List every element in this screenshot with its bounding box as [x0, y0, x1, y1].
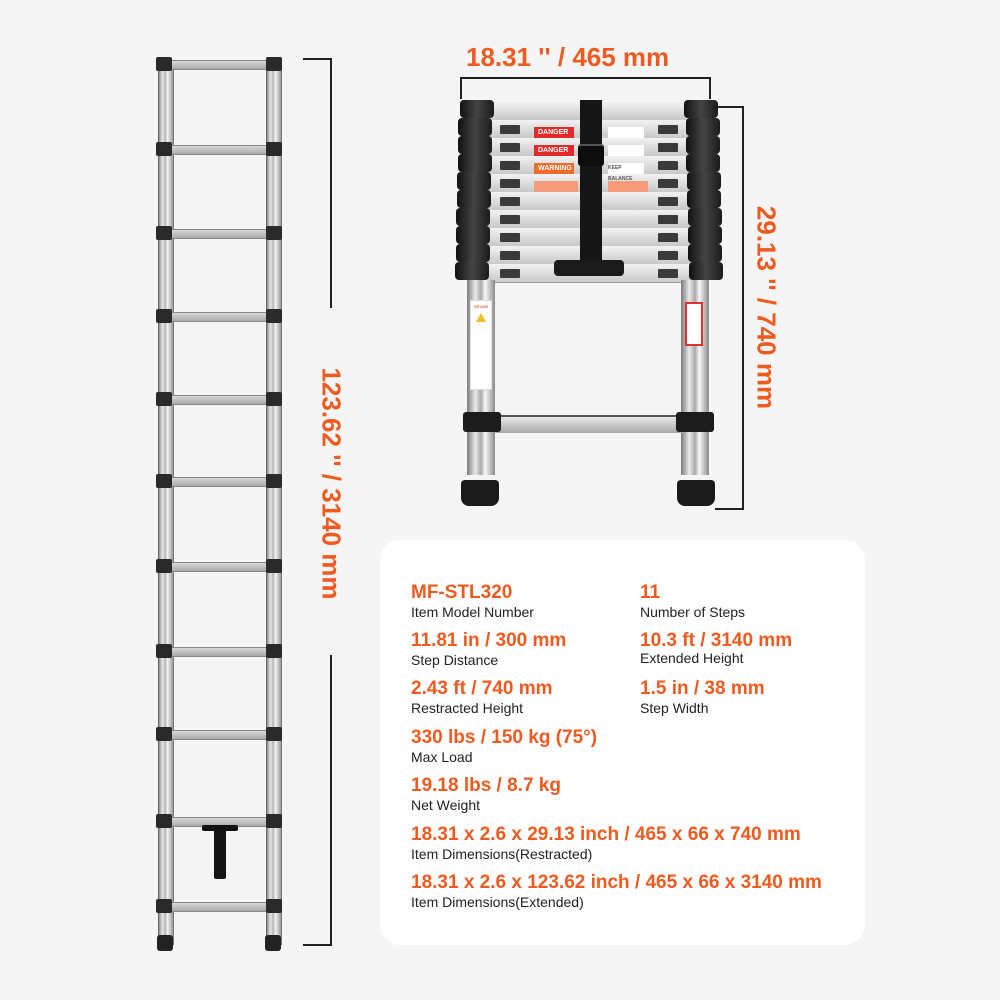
- right-rail: [266, 60, 282, 945]
- spec-max-load: 330 lbs / 150 kg (75°) Max Load: [411, 727, 598, 765]
- strap-icon: [580, 100, 602, 266]
- right-foot: [265, 935, 281, 951]
- compact-width-label: 18.31 '' / 465 mm: [466, 42, 670, 72]
- rung-clamp: [463, 412, 501, 432]
- right-foot: [677, 480, 715, 506]
- rung-clamp: [676, 412, 714, 432]
- spec-number-of-steps: 11 Number of Steps: [640, 582, 746, 620]
- warning-sticker: [534, 181, 578, 192]
- extended-ladder-image: [150, 55, 290, 955]
- info-sticker: [608, 145, 644, 156]
- danger-label: DANGER: [534, 127, 574, 138]
- warning-label: WARNING: [534, 163, 574, 174]
- compact-height-label: 29.13 '' / 740 mm: [751, 205, 782, 410]
- compact-ladder-image: [458, 100, 720, 512]
- tube-sticker-left: [470, 300, 492, 390]
- danger-label: DANGER: [534, 145, 574, 156]
- left-foot: [157, 935, 173, 951]
- left-rail: [158, 60, 174, 945]
- info-sticker: [608, 127, 644, 138]
- caution-icon: [476, 313, 486, 322]
- spec-extended-height: 10.3 ft / 3140 mm Extended Height: [640, 630, 793, 666]
- spec-step-distance: 11.81 in / 300 mm Step Distance: [411, 630, 567, 668]
- spec-card: [380, 540, 865, 945]
- brand-label: VEVOR: [473, 304, 488, 309]
- spec-dimensions-extended: 18.31 x 2.6 x 123.62 inch / 465 x 66 x 3140 mm Item Dimensions(Extended): [411, 872, 822, 910]
- buckle-icon: [578, 144, 604, 166]
- spec-step-width: 1.5 in / 38 mm Step Width: [640, 678, 765, 716]
- bottom-rung: [494, 415, 684, 433]
- spec-model-number: MF-STL320 Item Model Number: [411, 582, 534, 620]
- spec-dimensions-retracted: 18.31 x 2.6 x 29.13 inch / 465 x 66 x 740 mm Item Dimensions(Restracted): [411, 824, 801, 862]
- balance-sticker: KEEP BALANCE: [608, 163, 644, 174]
- tube-sticker-right: [685, 302, 703, 346]
- spec-net-weight: 19.18 lbs / 8.7 kg Net Weight: [411, 775, 561, 813]
- spec-retracted-height: 2.43 ft / 740 mm Restracted Height: [411, 678, 553, 716]
- handle-icon: [554, 260, 624, 276]
- extended-height-label: 123.62 '' / 3140 mm: [316, 367, 347, 600]
- left-foot: [461, 480, 499, 506]
